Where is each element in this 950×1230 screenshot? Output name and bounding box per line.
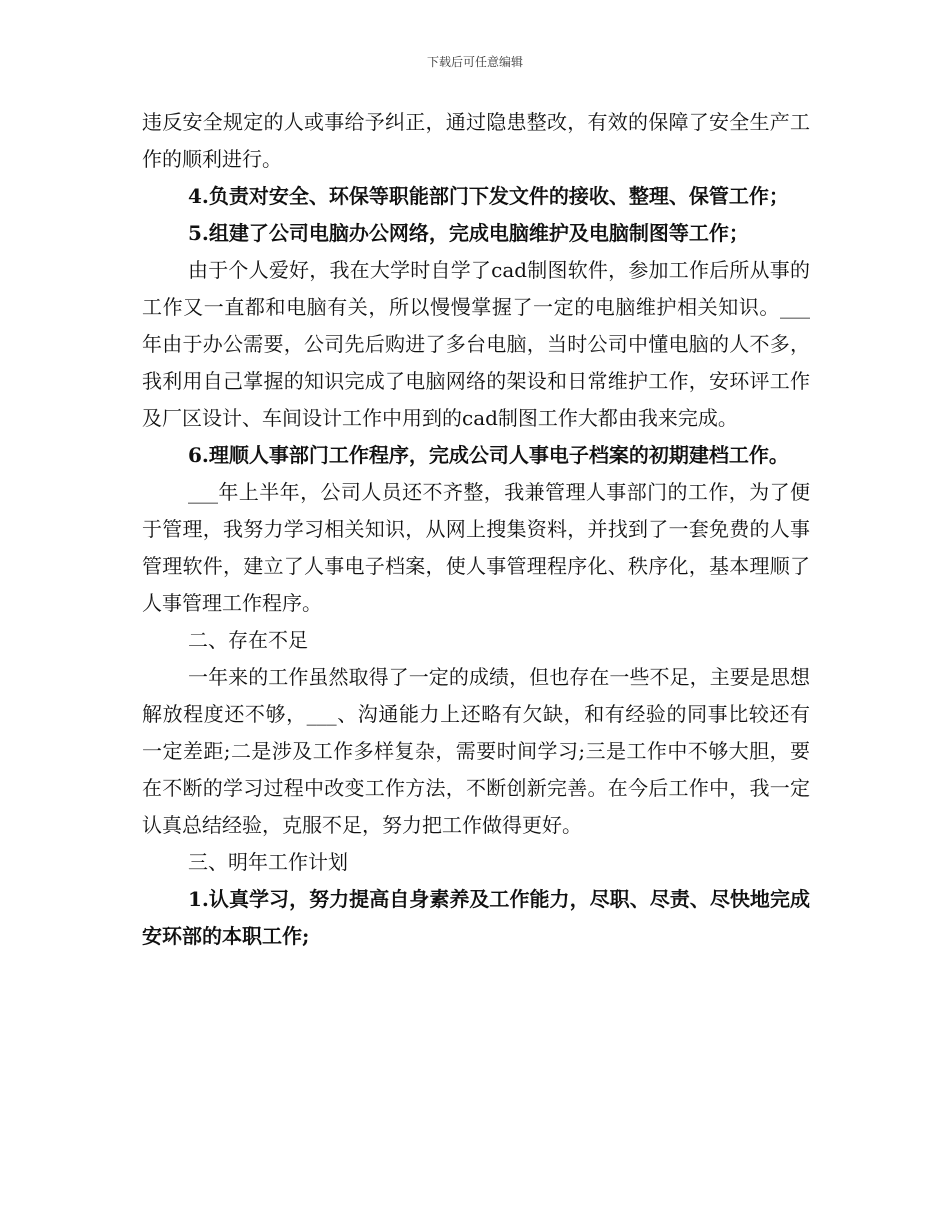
list-item-5: 5.组建了公司电脑办公网络，完成电脑维护及电脑制图等工作；: [188, 221, 749, 245]
document-body: [142, 104, 810, 955]
paragraph-shortcomings: 一年来的工作虽然取得了一定的成绩，但也存在一些不足，主要是思想解放程度还不够，___、沟通能力上还略有欠缺，和有经验的同事比较还有一定差距;二是涉及工作多样复杂，需要时间学习;三是工作中不够大胆，要在不断的学习过程中改变工作方法，不断创新完善。在今后工作中，我一定认真总结经验，克服不足，努力把工作做得更好。: [142, 665, 810, 837]
list-item-4: 4.负责对安全、环保等职能部门下发文件的接收、整理、保管工作；: [188, 184, 789, 208]
list-item-6: 6.理顺人事部门工作程序，完成公司人事电子档案的初期建档工作。: [188, 443, 789, 467]
paragraph-continuation: 违反安全规定的人或事给予纠正，通过隐患整改，有效的保障了安全生产工作的顺利进行。: [142, 110, 810, 171]
page-header-note: 下载后可任意编辑: [426, 55, 523, 69]
plan-item-1: 1.认真学习，努力提高自身素养及工作能力，尽职、尽责、尽快地完成安环部的本职工作;: [142, 887, 810, 948]
paragraph-hr-archive: ___年上半年，公司人员还不齐整，我兼管理人事部门的工作，为了便于管理，我努力学习相关知识，从网上搜集资料，并找到了一套免费的人事管理软件，建立了人事电子档案，使人事管理程序化、秩序化，基本理顺了人事管理工作程序。: [142, 480, 810, 615]
paragraph-computer-maintenance: 由于个人爱好，我在大学时自学了cad制图软件，参加工作后所从事的工作又一直都和电脑有关，所以慢慢掌握了一定的电脑维护相关知识。___年由于办公需要，公司先后购进了多台电脑，当时公司中懂电脑的人不多，我利用自己掌握的知识完成了电脑网络的架设和日常维护工作，安环评工作及厂区设计、车间设计工作中用到的cad制图工作大都由我来完成。: [142, 258, 810, 430]
section-heading-shortcomings: 二、存在不足: [188, 628, 308, 652]
section-heading-next-year-plan: 三、明年工作计划: [188, 850, 348, 874]
